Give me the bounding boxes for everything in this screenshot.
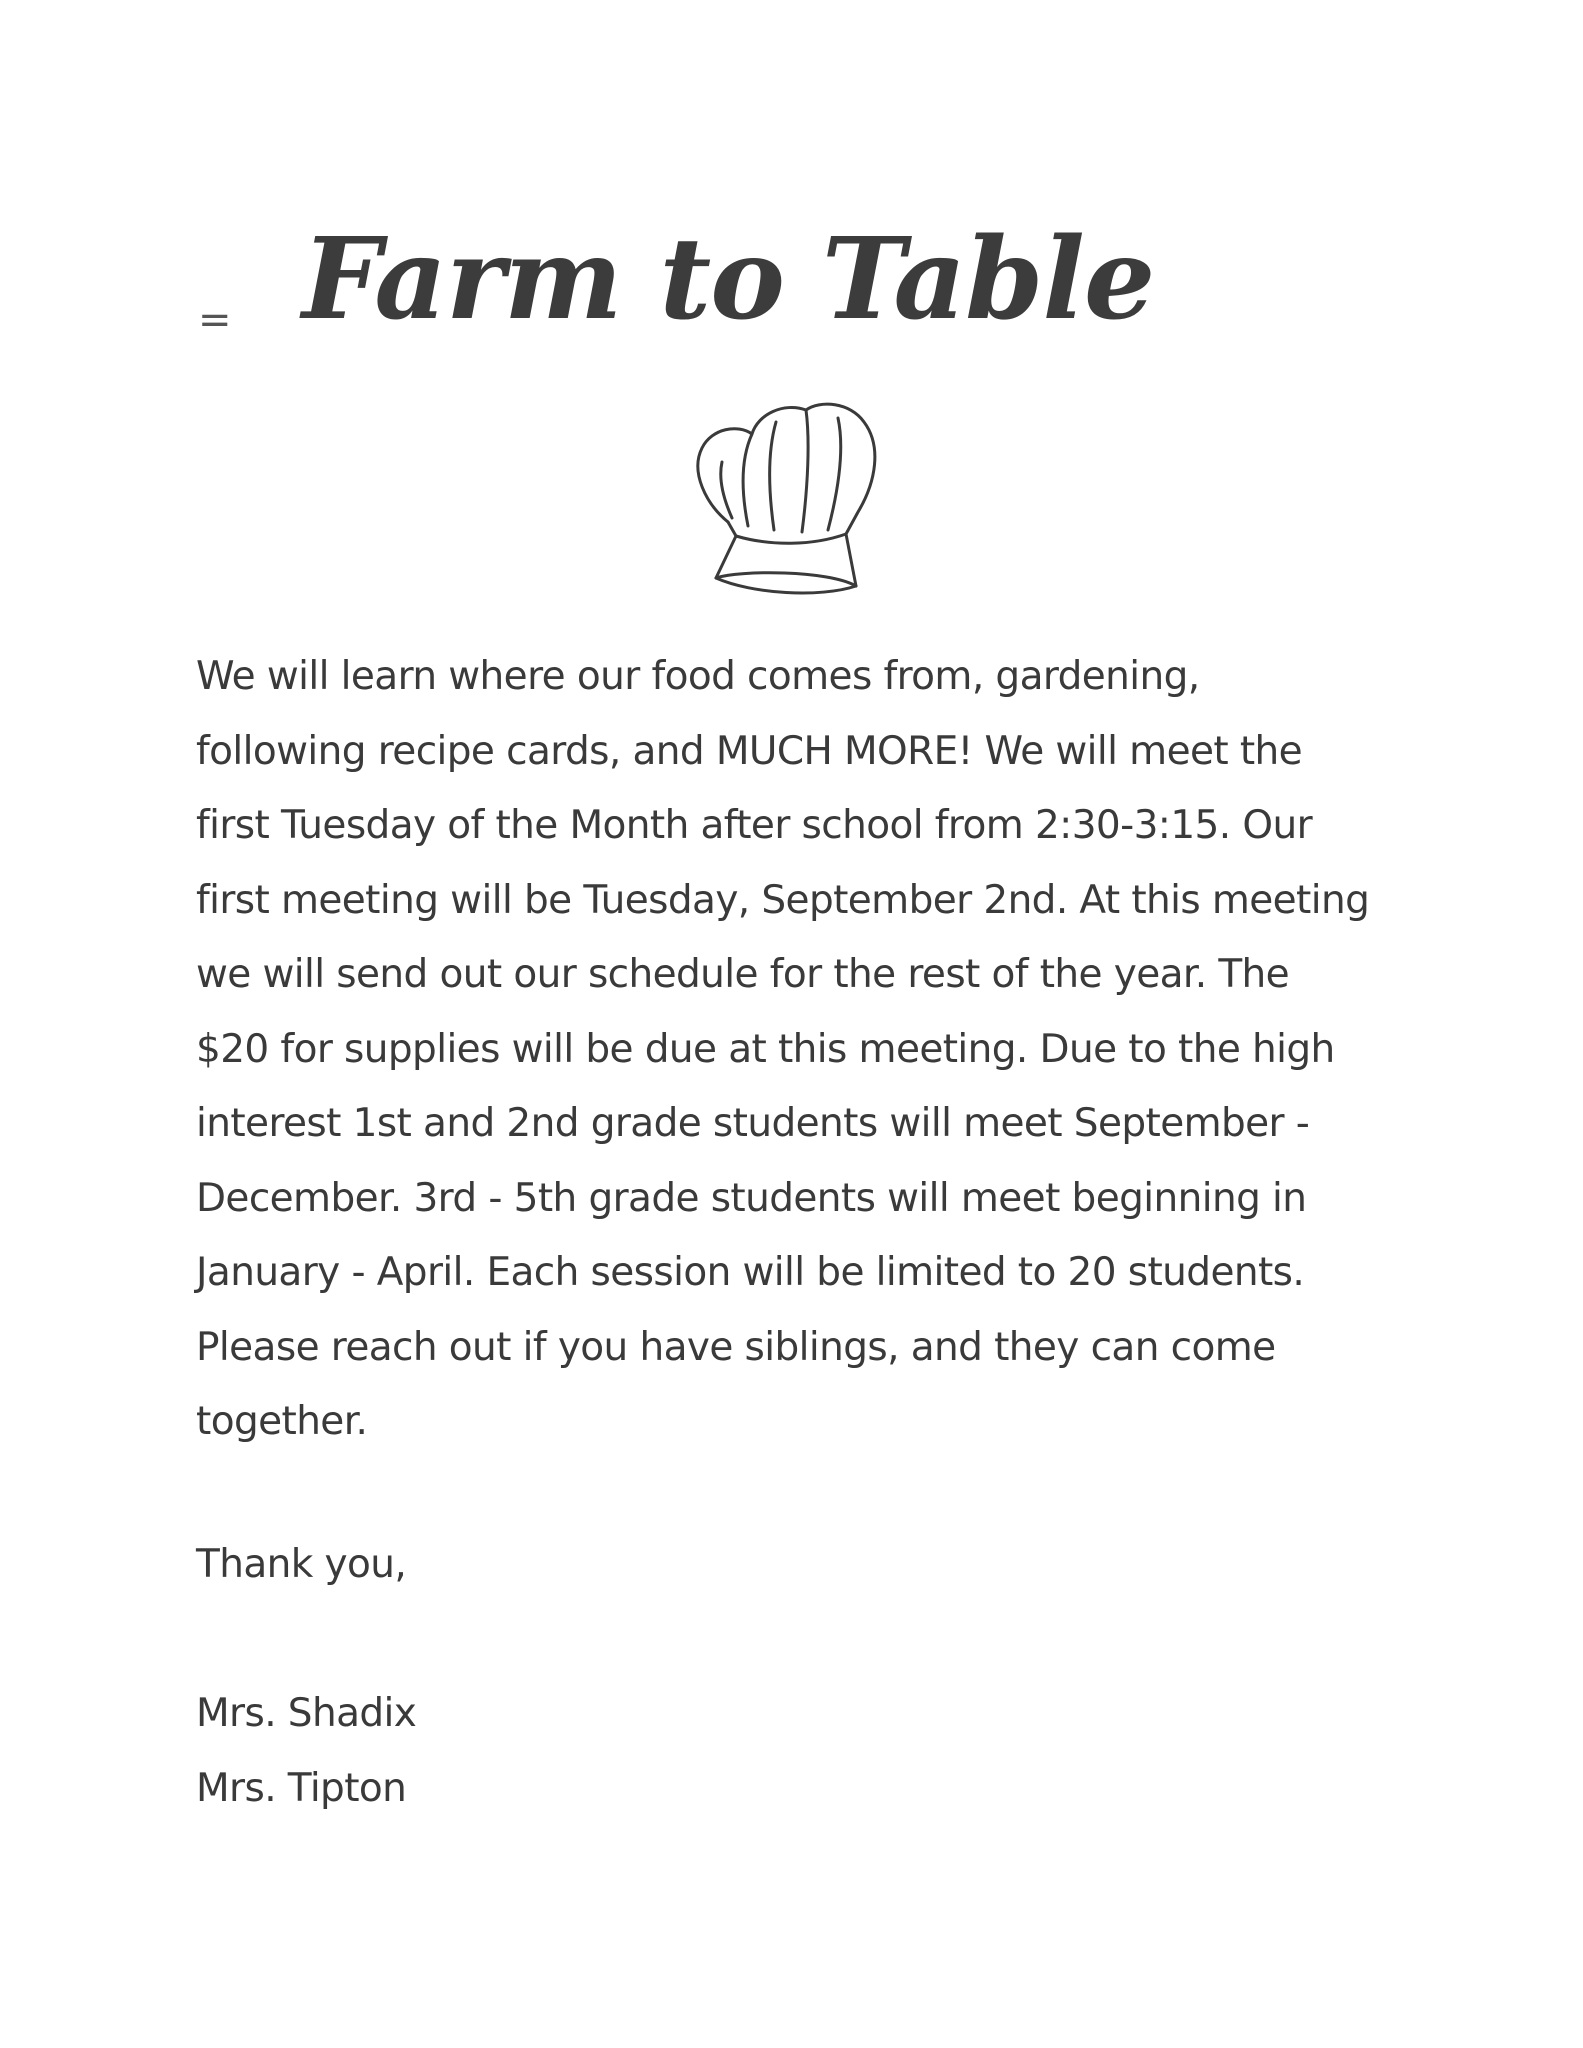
signature-block bbox=[196, 1677, 416, 1826]
body-line: together. bbox=[196, 1399, 368, 1444]
body-line: We will learn where our food comes from, gardening, bbox=[196, 654, 1200, 699]
body-line: December. 3rd - 5th grade students will meet beginning in bbox=[196, 1175, 1307, 1221]
signature-name: Mrs. Shadix bbox=[196, 1691, 417, 1736]
body-line: first meeting will be Tuesday, September 2nd. At this meeting bbox=[196, 877, 1370, 923]
body-line: $20 for supplies will be due at this meeting. Due to the high bbox=[196, 1026, 1335, 1072]
body-line: first Tuesday of the Month after school from 2:30-3:15. Our bbox=[196, 803, 1313, 848]
signature-name: Mrs. Tipton bbox=[196, 1765, 407, 1811]
margin-mark: = bbox=[198, 297, 232, 343]
body-line: following recipe cards, and MUCH MORE! We will meet the bbox=[196, 728, 1303, 774]
page-title: Farm to Table bbox=[302, 214, 1155, 345]
chef-hat-icon bbox=[688, 400, 884, 604]
closing-line: Thank you, bbox=[196, 1542, 407, 1587]
body-line: January - April. Each session will be limited to 20 students. bbox=[196, 1250, 1305, 1295]
body-line: we will send out our schedule for the rest of the year. The bbox=[196, 952, 1290, 997]
body-line: Please reach out if you have siblings, and they can come bbox=[196, 1324, 1276, 1370]
body-paragraph bbox=[196, 640, 1396, 1460]
body-line: interest 1st and 2nd grade students will meet September - bbox=[196, 1101, 1310, 1146]
